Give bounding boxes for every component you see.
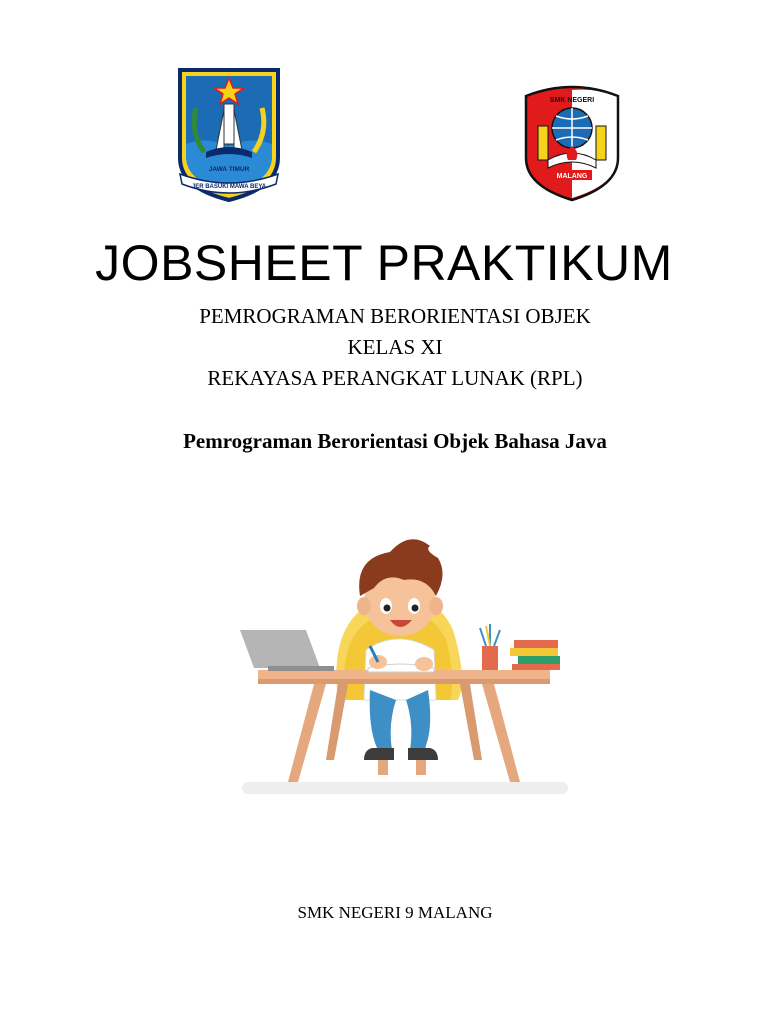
school-name: SMK NEGERI 9 MALANG [297, 903, 493, 922]
subtitle-program: REKAYASA PERANGKAT LUNAK (RPL) [207, 366, 583, 390]
smk-negeri-malang-emblem-icon [520, 82, 624, 204]
student-studying-illustration [228, 510, 578, 810]
logo-right-text-bottom: MALANG [556, 173, 588, 180]
subtitle-subject: PEMROGRAMAN BERORIENTASI OBJEK [199, 304, 591, 328]
logo-left-text-top: JAWA TIMUR [208, 166, 250, 173]
document-title: JOBSHEET PRAKTIKUM [95, 235, 673, 291]
jawa-timur-emblem-icon [176, 66, 282, 204]
course-title: Pemrograman Berorientasi Objek Bahasa Java [183, 429, 607, 453]
logo-left-text-bottom: JER BASUKI MAWA BEYA [191, 184, 267, 190]
subtitle-class: KELAS XI [347, 335, 443, 359]
logo-right-text-top: SMK NEGERI [549, 97, 595, 104]
